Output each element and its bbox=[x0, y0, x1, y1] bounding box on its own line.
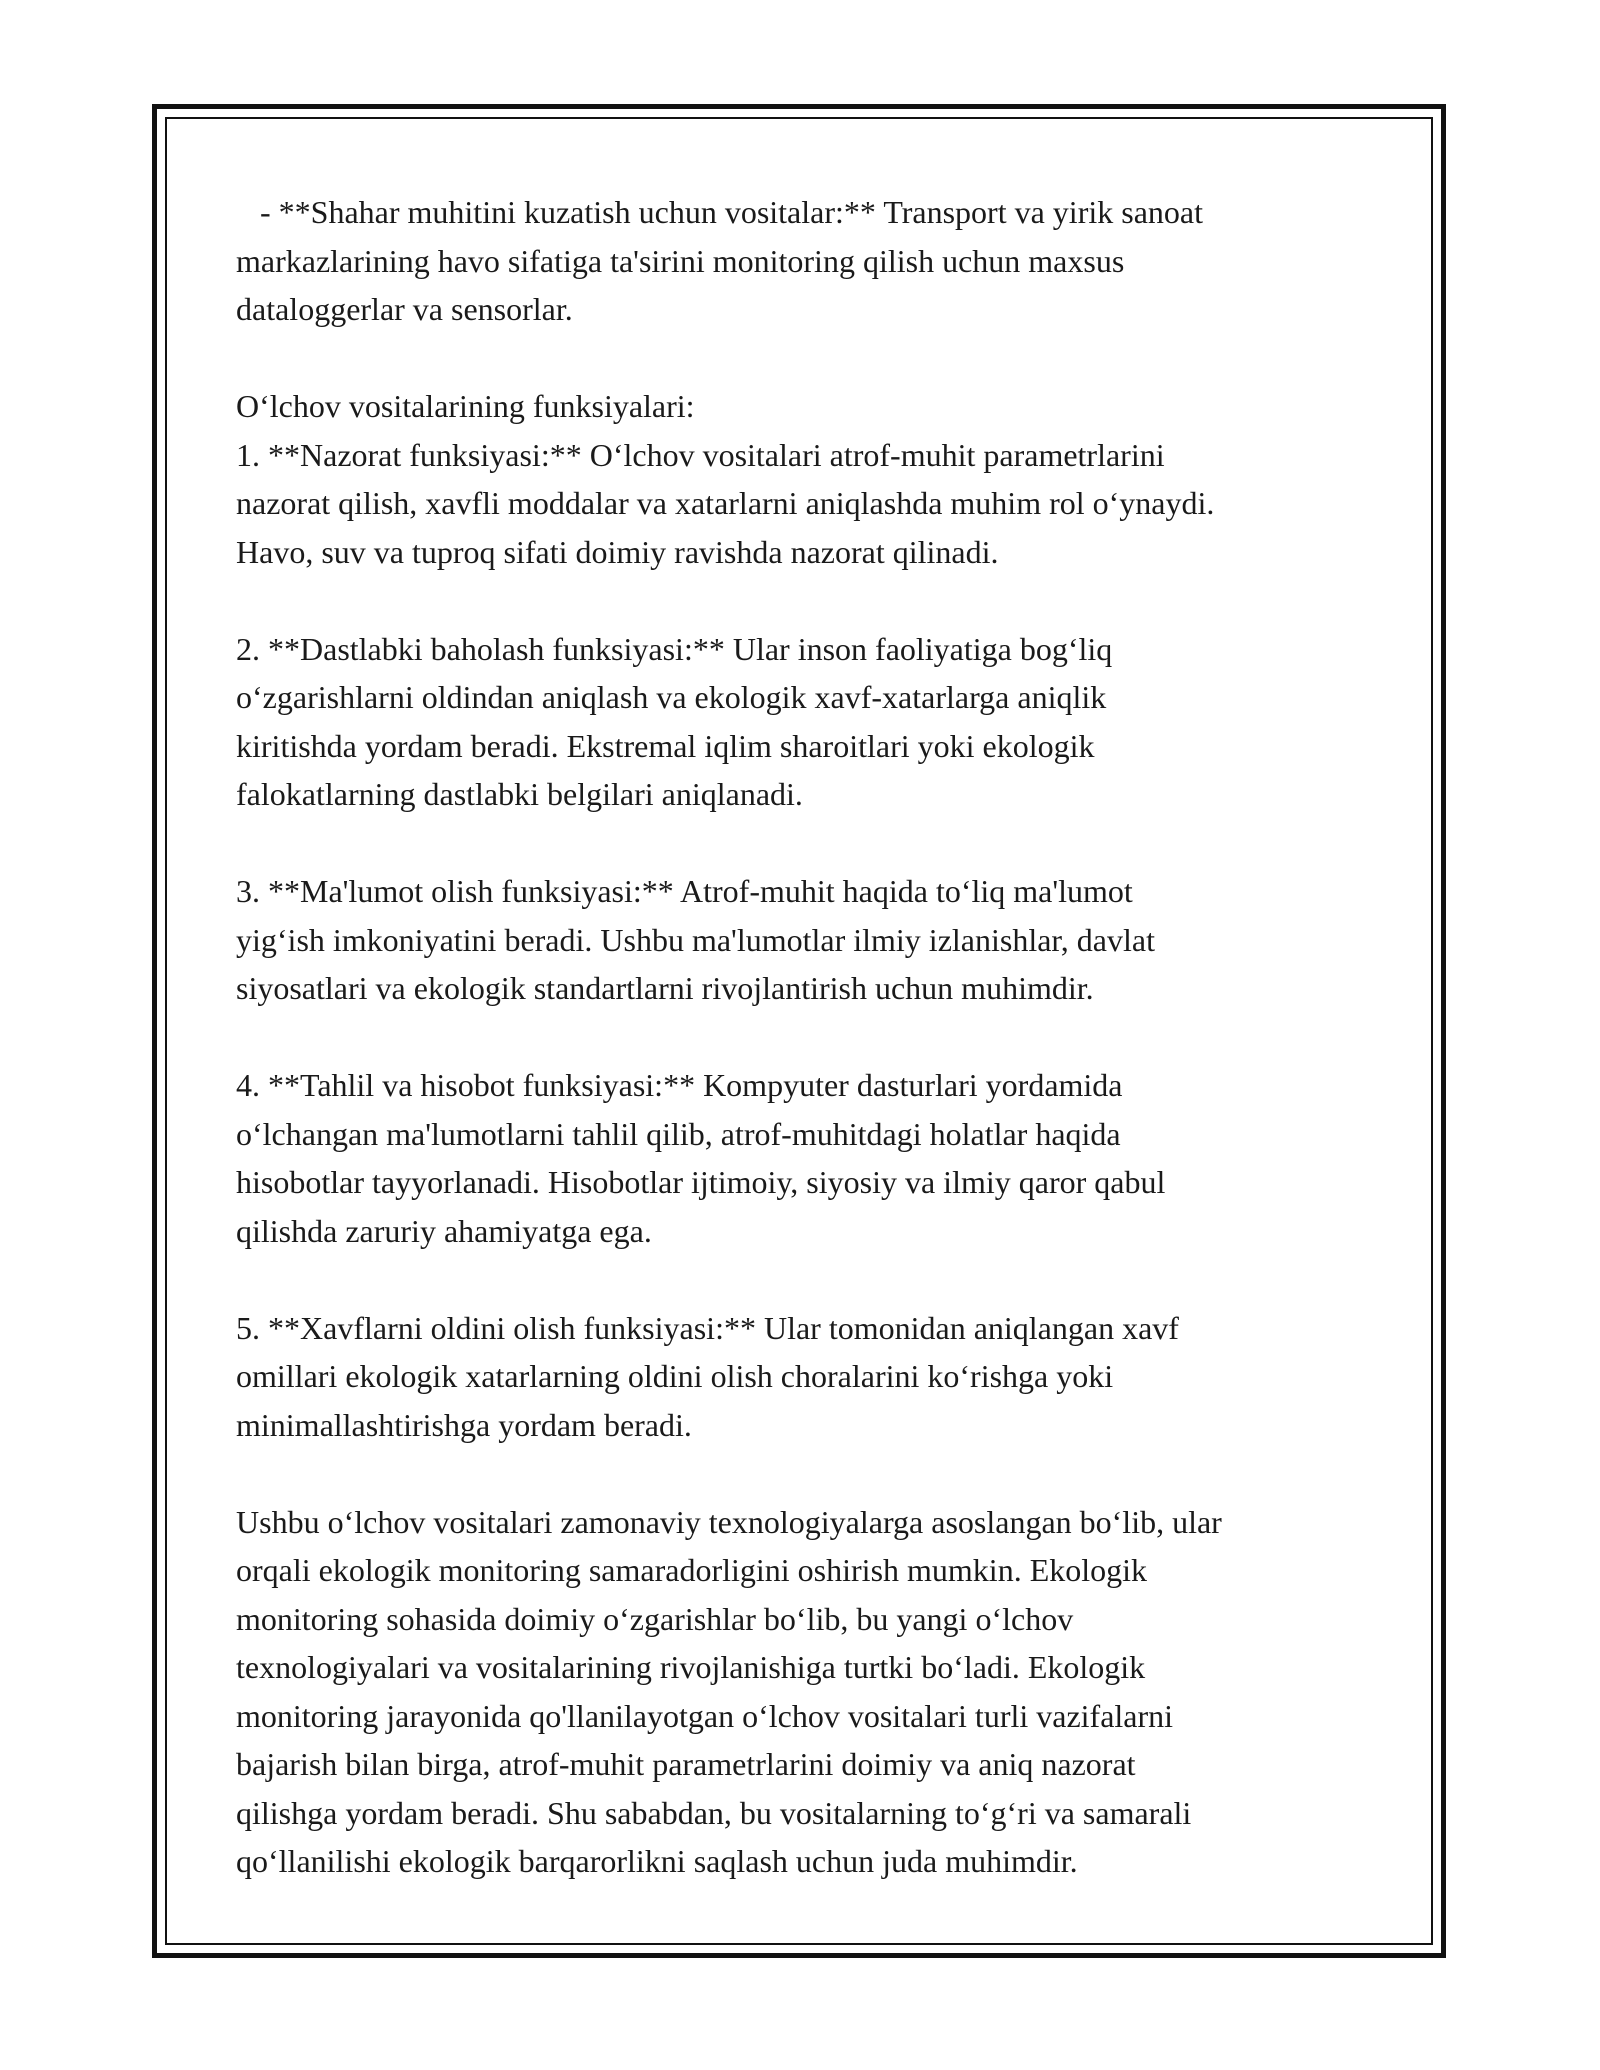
paragraph-conclusion bbox=[236, 1498, 1376, 1886]
text-line: dataloggerlar va sensorlar. bbox=[236, 291, 573, 327]
text-line: O‘lchov vositalarining funksiyalari: bbox=[236, 388, 695, 424]
text-line: omillari ekologik xatarlarning oldini olish choralarini ko‘rishga yoki bbox=[236, 1358, 1114, 1394]
text-line: hisobotlar tayyorlanadi. Hisobotlar ijtimoiy, siyosiy va ilmiy qaror qabul bbox=[236, 1164, 1166, 1200]
document-body bbox=[236, 188, 1376, 1886]
text-line: falokatlarning dastlabki belgilari aniqlanadi. bbox=[236, 776, 803, 812]
text-line: kiritishda yordam beradi. Ekstremal iqlim sharoitlari yoki ekologik bbox=[236, 727, 1095, 764]
list-item-analysis-reporting bbox=[236, 1061, 1376, 1255]
text-line: nazorat qilish, xavfli moddalar va xatarlarni aniqlashda muhim rol o‘ynaydi. bbox=[236, 485, 1215, 521]
list-item-preliminary-assessment bbox=[236, 625, 1376, 819]
text-line: o‘lchangan ma'lumotlarni tahlil qilib, atrof-muhitdagi holatlar haqida bbox=[236, 1115, 1121, 1152]
text-line: siyosatlari va ekologik standartlarni rivojlantirish uchun muhimdir. bbox=[236, 970, 1094, 1006]
text-line: markazlarining havo sifatiga ta'sirini monitoring qilish uchun maxsus bbox=[236, 242, 1125, 279]
list-item-control-function bbox=[236, 431, 1376, 577]
text-line: yig‘ish imkoniyatini beradi. Ushbu ma'lumotlar ilmiy izlanishlar, davlat bbox=[236, 921, 1155, 958]
text-line: orqali ekologik monitoring samaradorligini oshirish mumkin. Ekologik bbox=[236, 1552, 1148, 1588]
text-line: qilishga yordam beradi. Shu sababdan, bu vositalarning to‘g‘ri va samarali bbox=[236, 1794, 1192, 1831]
text-line: monitoring sohasida doimiy o‘zgarishlar bo‘lib, bu yangi o‘lchov bbox=[236, 1600, 1074, 1637]
text-line: monitoring jarayonida qo'llanilayotgan o‘lchov vositalari turli vazifalarni bbox=[236, 1697, 1174, 1734]
paragraph-urban-monitoring-tools bbox=[236, 188, 1376, 334]
text-line: qilishda zaruriy ahamiyatga ega. bbox=[236, 1212, 652, 1249]
text-line: qo‘llanilishi ekologik barqarorlikni saqlash uchun juda muhimdir. bbox=[236, 1843, 1078, 1879]
text-line: Ushbu o‘lchov vositalari zamonaviy texnologiyalarga asoslangan bo‘lib, ular bbox=[236, 1503, 1222, 1540]
text-line: Havo, suv va tuproq sifati doimiy ravishda nazorat qilinadi. bbox=[236, 533, 999, 570]
text-line: 3. **Ma'lumot olish funksiyasi:** Atrof-muhit haqida to‘liq ma'lumot bbox=[236, 873, 1133, 909]
list-item-data-collection bbox=[236, 867, 1376, 1013]
list-item-risk-prevention bbox=[236, 1304, 1376, 1450]
text-line: 2. **Dastlabki baholash funksiyasi:** Ular inson faoliyatiga bog‘liq bbox=[236, 630, 1113, 667]
text-line: 5. **Xavflarni oldini olish funksiyasi:** Ular tomonidan aniqlangan xavf bbox=[236, 1309, 1179, 1346]
text-line: - **Shahar muhitini kuzatish uchun vositalar:** Transport va yirik sanoat bbox=[236, 194, 1203, 230]
section-heading bbox=[236, 382, 1376, 431]
text-line: o‘zgarishlarni oldindan aniqlash va ekologik xavf-xatarlarga aniqlik bbox=[236, 679, 1107, 715]
text-line: minimallashtirishga yordam beradi. bbox=[236, 1406, 692, 1443]
text-line: 1. **Nazorat funksiyasi:** O‘lchov vositalari atrof-muhit parametrlarini bbox=[236, 436, 1165, 473]
text-line: texnologiyalari va vositalarining rivojlanishiga turtki bo‘ladi. Ekologik bbox=[236, 1649, 1146, 1685]
text-line: 4. **Tahlil va hisobot funksiyasi:** Kompyuter dasturlari yordamida bbox=[236, 1067, 1123, 1103]
text-line: bajarish bilan birga, atrof-muhit parametrlarini doimiy va aniq nazorat bbox=[236, 1746, 1136, 1782]
